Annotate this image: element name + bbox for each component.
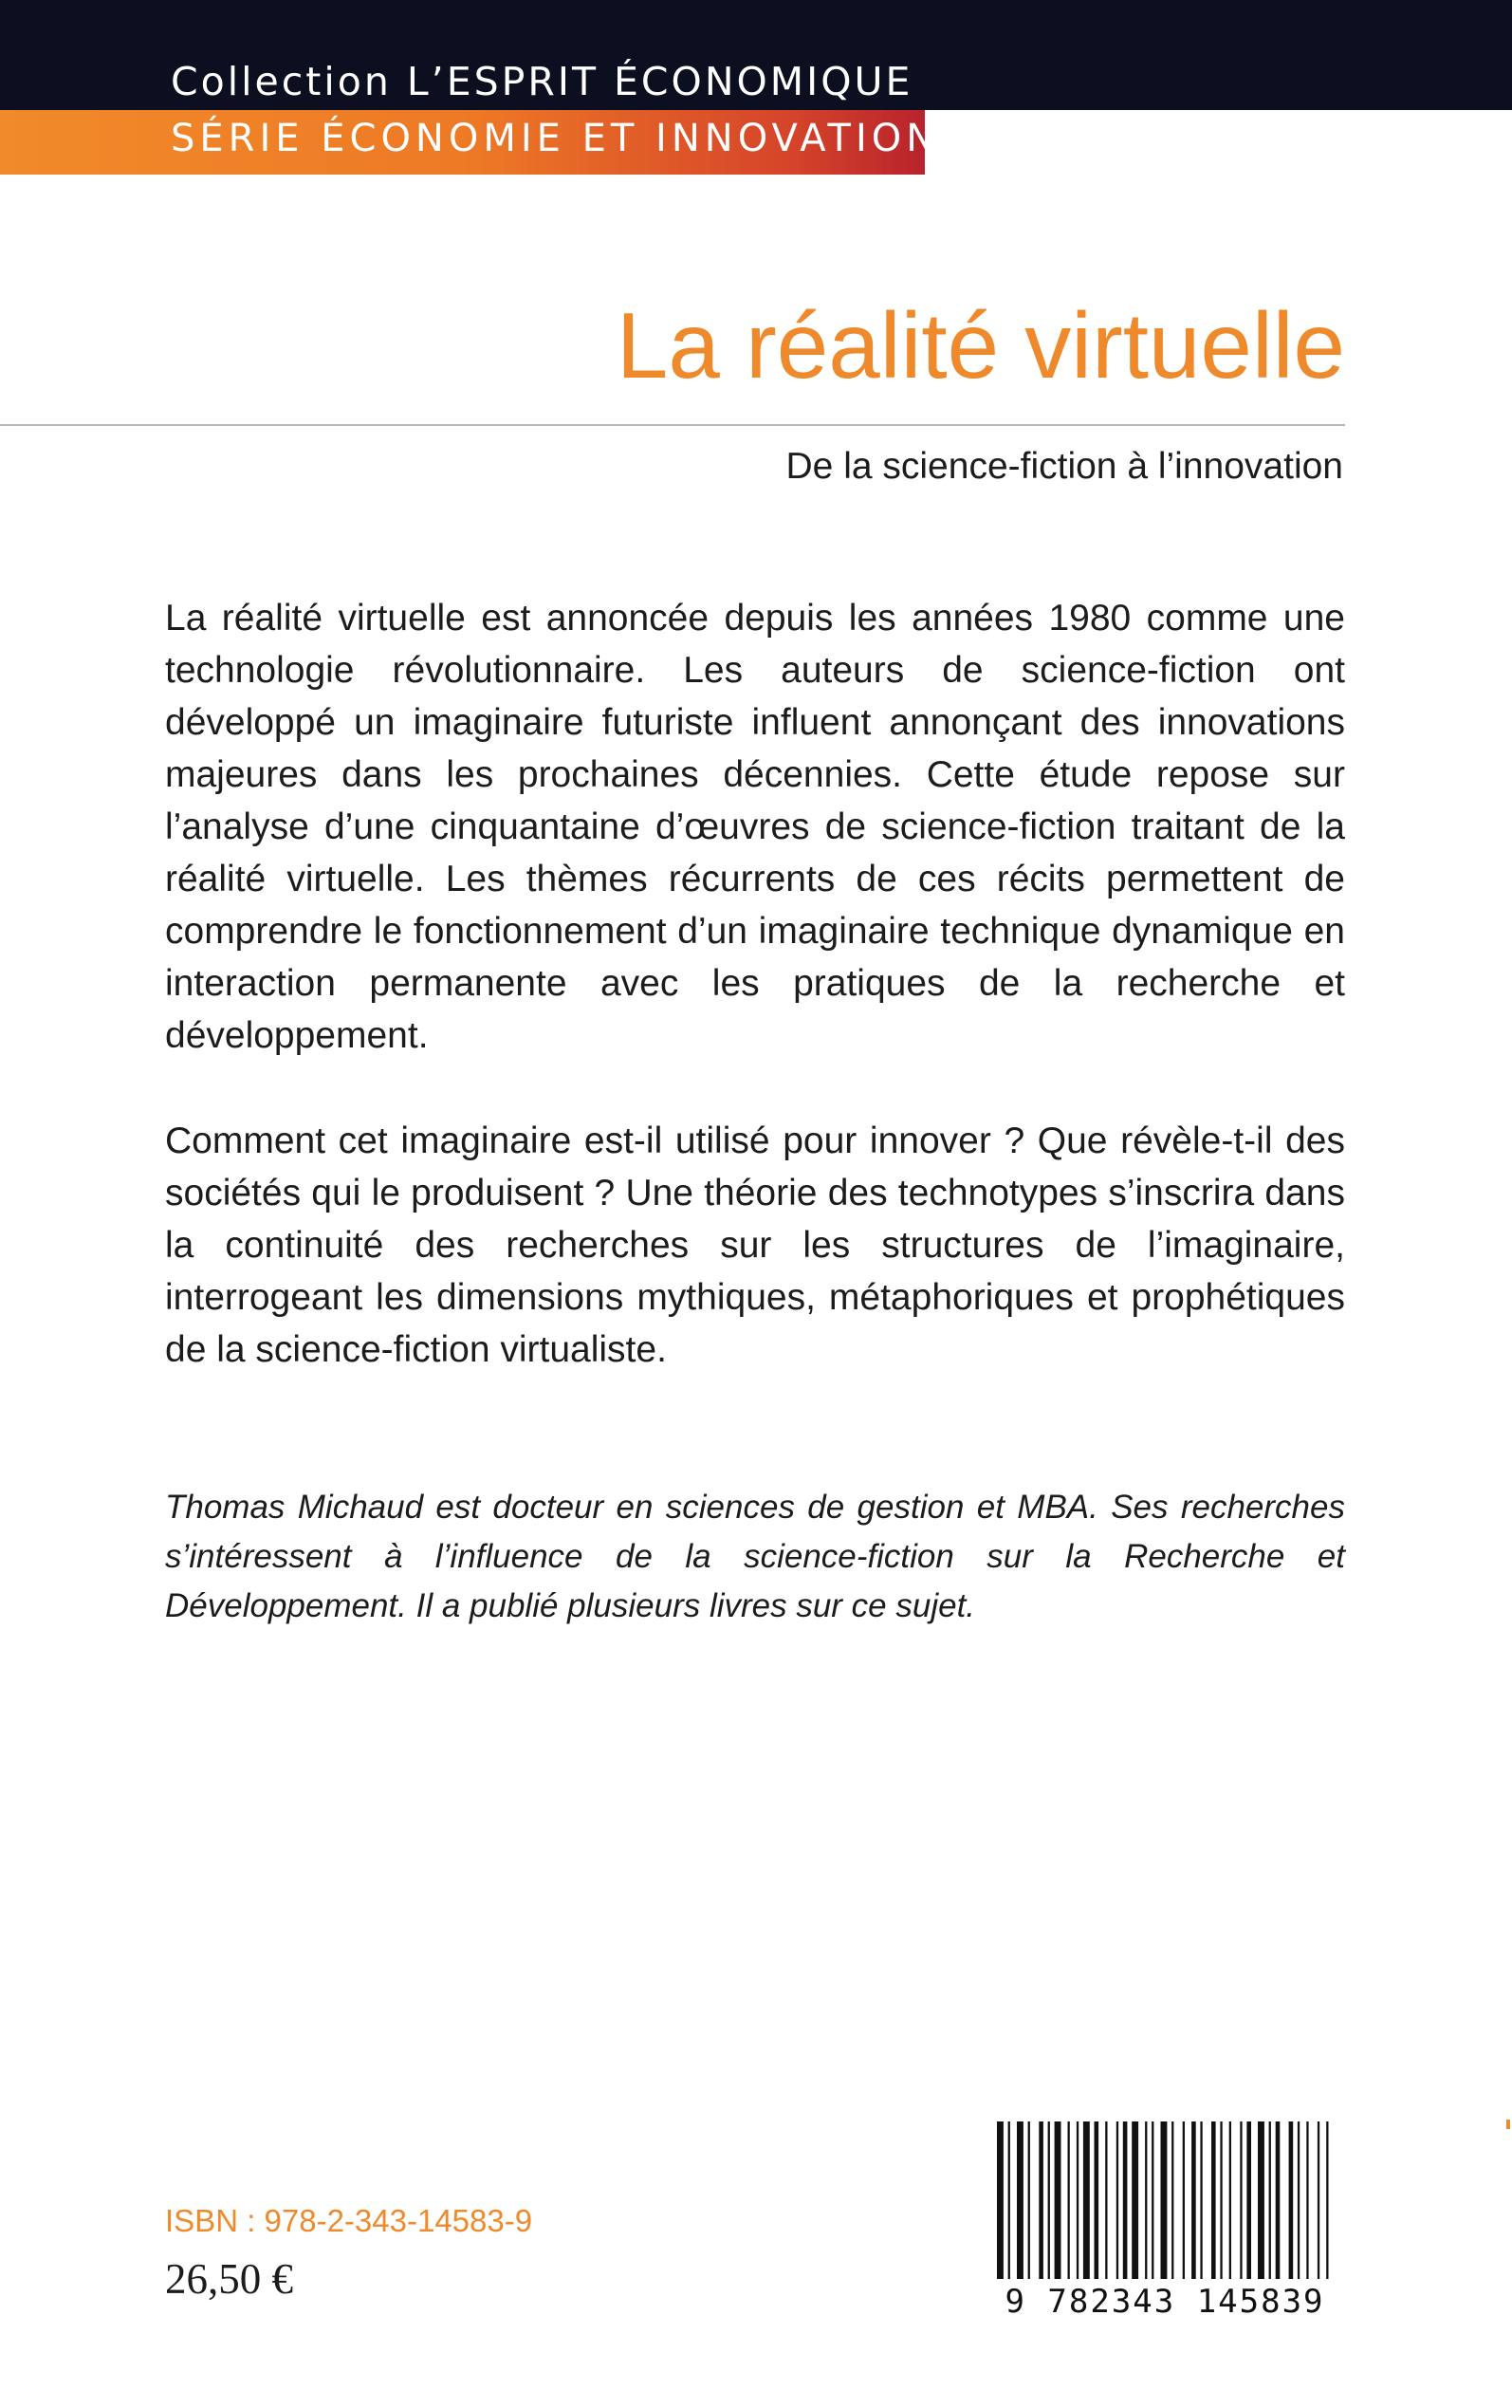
barcode-bar: [1276, 2121, 1281, 2279]
barcode-bar: [1289, 2121, 1294, 2279]
trim-mark: [1506, 2120, 1510, 2129]
barcode-bar: [1116, 2121, 1118, 2279]
barcode-bar: [1220, 2121, 1222, 2279]
barcode-bar: [1258, 2121, 1264, 2279]
barcode-bar: [1326, 2121, 1328, 2279]
barcode-bar: [1055, 2121, 1061, 2279]
barcode-bar: [1246, 2121, 1251, 2279]
barcode-bar: [1191, 2121, 1196, 2279]
barcode-bar: [1039, 2121, 1043, 2279]
barcode-bar: [1095, 2121, 1099, 2279]
price: 26,50 €: [165, 2255, 293, 2303]
barcode-bar: [1077, 2121, 1079, 2279]
barcode-bar: [1318, 2121, 1319, 2279]
title-divider: [0, 424, 1345, 426]
author-name: Thomas Michaud: [165, 1489, 424, 1526]
barcode-bar: [1200, 2121, 1202, 2279]
barcode-bar: [1028, 2121, 1030, 2279]
author-bio: [165, 1483, 1345, 1631]
barcode-bar: [1161, 2121, 1168, 2279]
author-bio-text: est docteur en sciences de gestion et MBA. Ses recherches s’intéressent à l’influence de la science-fiction sur la Recherche et Développement. Il a publié plusieurs livres sur ce sujet.: [165, 1489, 1345, 1624]
barcode: [991, 2121, 1338, 2321]
collection-name: Collection L’ESPRIT ÉCONOMIQUE: [171, 59, 913, 104]
series-name: SÉRIE ÉCONOMIE ET INNOVATION: [171, 117, 940, 160]
barcode-bar: [1068, 2121, 1070, 2279]
barcode-bar: [1132, 2121, 1138, 2279]
barcode-bar: [1240, 2121, 1242, 2279]
barcode-bar: [997, 2121, 1004, 2279]
barcode-bars: [991, 2121, 1338, 2279]
barcode-bar: [1048, 2121, 1050, 2279]
barcode-number: 9 782343 145839: [1005, 2283, 1325, 2321]
barcode-bar: [1123, 2121, 1128, 2279]
book-title: La réalité virtuelle: [616, 293, 1345, 398]
barcode-bar: [1269, 2121, 1271, 2279]
blurb-paragraph-1: La réalité virtuelle est annoncée depuis les années 1980 comme une technologie révolutionnaire. Les auteurs de science-fiction ont développé un imaginaire futuriste influent annonçant des innovations majeures dans les prochaines décennies. Cette étude repose sur l’analyse d’une cinquantaine d’œuvres de science-fiction traitant de la réalité virtuelle. Les thèmes récurrents de ces récits permettent de comprendre le fonctionnement d’un imaginaire technique dynamique en interaction permanente avec les pratiques de la recherche et développement.: [165, 598, 1345, 1056]
barcode-bar: [1171, 2121, 1173, 2279]
barcode-bar: [1083, 2121, 1090, 2279]
barcode-bar: [1306, 2121, 1308, 2279]
barcode-bar: [1017, 2121, 1023, 2279]
barcode-bar: [1008, 2121, 1010, 2279]
blurb-paragraph-2: Comment cet imaginaire est-il utilisé pour innover ? Que révèle-t-il des sociétés qui le produisent ? Une théorie des technotypes s’inscrira dans la continuité des recherches sur les structures de l’imaginaire, interrogeant les dimensions mythiques, métaphoriques et prophétiques de la science-fiction virtualiste.: [165, 1121, 1345, 1370]
barcode-bar: [1229, 2121, 1231, 2279]
barcode-bar: [1183, 2121, 1185, 2279]
barcode-bar: [1211, 2121, 1216, 2279]
barcode-bar: [1152, 2121, 1153, 2279]
barcode-bar: [1145, 2121, 1147, 2279]
barcode-bar: [1298, 2121, 1300, 2279]
barcode-bar: [1105, 2121, 1107, 2279]
isbn: ISBN : 978-2-343-14583-9: [165, 2203, 533, 2238]
book-subtitle: De la science-fiction à l’innovation: [785, 446, 1343, 487]
